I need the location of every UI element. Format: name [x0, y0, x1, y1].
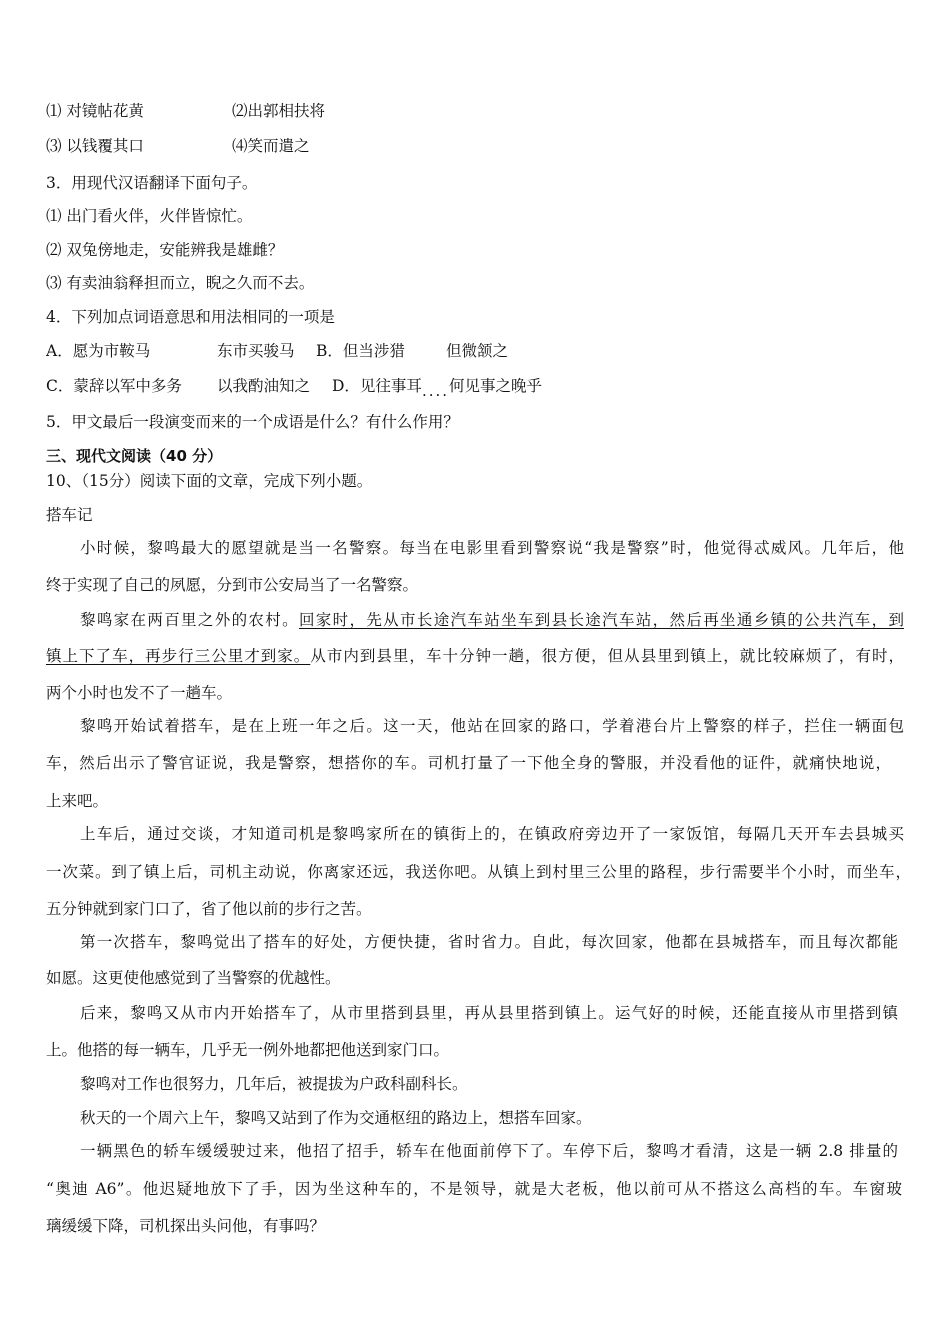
paragraph-9-line-3: 璃缓缓下降，司机探出头问他，有事吗？: [46, 1217, 326, 1235]
option-c-right: 以我酌油知之: [217, 377, 311, 395]
q2-item-4: ⑷笑而遣之: [232, 137, 310, 155]
q2-item-2: ⑵出郭相扶将: [232, 102, 326, 120]
paragraph-2-line-3: 两个小时也发不了一趟车。: [46, 684, 233, 702]
emphasis-dots: ....: [421, 382, 450, 400]
option-a-right: 东市买骏马: [217, 342, 295, 360]
question-4: 4．下列加点词语意思和用法相同的一项是: [46, 308, 335, 326]
question-3-item-3: ⑶ 有卖油翁释担而立，睨之久而不去。: [46, 274, 315, 292]
underlined-sentence-part-2: 镇上下了车，再步行三公里才到家。: [46, 647, 311, 665]
option-c-left: C．蒙辞以军中多务: [46, 377, 182, 395]
question-5: 5．甲文最后一段演变而来的一个成语是什么？有什么作用？: [46, 413, 459, 431]
option-a-left: A．愿为市鞍马: [46, 342, 151, 360]
paragraph-6-line-2: 上。他搭的每一辆车，几乎无一例外地都把他送到家门口。: [46, 1041, 450, 1059]
q2-item-1: ⑴ 对镜帖花黄: [46, 102, 144, 120]
paragraph-1-line-2: 终于实现了自己的夙愿，分到市公安局当了一名警察。: [46, 576, 419, 594]
paragraph-2-plain: 黎鸣家在两百里之外的农村。: [80, 611, 299, 629]
paragraph-3-line-3: 上来吧。: [46, 792, 109, 810]
paragraph-2-line-1: [80, 609, 904, 631]
underlined-sentence-part-1: 回家时，先从市长途汽车站坐车到县长途汽车站，然后再坐通乡镇的公共汽车，到: [298, 611, 904, 629]
paragraph-5-line-1: 第一次搭车，黎鸣觉出了搭车的好处，方便快捷，省时省力。自此，每次回家，他都在县城搭车，而且每次都能: [80, 933, 898, 951]
paragraph-4-line-1: 上车后，通过交谈，才知道司机是黎鸣家所在的镇街上的，在镇政府旁边开了一家饭馆，每隔几天开车去县城买: [80, 825, 904, 843]
paragraph-2-line-2: [46, 645, 904, 667]
question-3: 3．用现代汉语翻译下面句子。: [46, 174, 258, 192]
question-3-item-2: ⑵ 双兔傍地走，安能辨我是雄雌？: [46, 241, 284, 259]
paragraph-7: 黎鸣对工作也很努力，几年后，被提拔为户政科副科长。: [80, 1075, 468, 1093]
q2-item-3: ⑶ 以钱覆其口: [46, 137, 144, 155]
section-heading: 三、现代文阅读（40 分）: [46, 447, 223, 465]
option-d: [332, 375, 543, 400]
paragraph-2-plain-2: 从市内到县里，车十分钟一趟，很方便，但从县里到镇上，就比较麻烦了，有时，: [310, 647, 904, 665]
paragraph-4-line-2: 一次菜。到了镇上后，司机主动说，你离家还远，我送你吧。从镇上到村里三公里的路程，步行需要半个小时，而坐车，: [46, 863, 911, 881]
paragraph-9-line-1: 一辆黑色的轿车缓缓驶过来，他招了招手，轿车在他面前停下了。车停下后，黎鸣才看清，这是一辆 2.8 排量的: [80, 1142, 898, 1160]
paragraph-8: 秋天的一个周六上午，黎鸣又站到了作为交通枢纽的路边上，想搭车回家。: [80, 1109, 592, 1127]
paragraph-4-line-3: 五分钟就到家门口了，省了他以前的步行之苦。: [46, 900, 372, 918]
paragraph-1-line-1: 小时候，黎鸣最大的愿望就是当一名警察。每当在电影里看到警察说“我是警察”时，他觉得忒威风。几年后，他: [80, 539, 904, 557]
paragraph-5-line-2: 如愿。这更使他感觉到了当警察的优越性。: [46, 969, 341, 987]
option-d-right: 何见事之晚乎: [449, 377, 543, 395]
paragraph-3-line-2: 车，然后出示了警官证说，我是警察，想搭你的车。司机打量了一下他全身的警服，并没看他的证件，就痛快地说，: [46, 754, 891, 772]
option-d-left: D．见往事耳: [332, 377, 422, 395]
paragraph-6-line-1: 后来，黎鸣又从市内开始搭车了，从市里搭到县里，再从县里搭到镇上。运气好的时候，还能直接从市里搭到镇: [80, 1004, 898, 1022]
paragraph-3-line-1: 黎鸣开始试着搭车，是在上班一年之后。这一天，他站在回家的路口，学着港台片上警察的样子，拦住一辆面包: [80, 717, 904, 735]
option-b-left: B．但当涉猎: [316, 342, 405, 360]
option-b-right: 但微颔之: [446, 342, 509, 360]
question-3-item-1: ⑴ 出门看火伴，火伴皆惊忙。: [46, 207, 253, 225]
article-title: 搭车记: [46, 506, 93, 524]
question-10: 10、（15分）阅读下面的文章，完成下列小题。: [46, 472, 373, 490]
paragraph-9-line-2: “奥迪 A6”。他迟疑地放下了手，因为坐这种车的，不是领导，就是大老板，他以前可从不搭这么高档的车。车窗玻: [46, 1180, 902, 1198]
